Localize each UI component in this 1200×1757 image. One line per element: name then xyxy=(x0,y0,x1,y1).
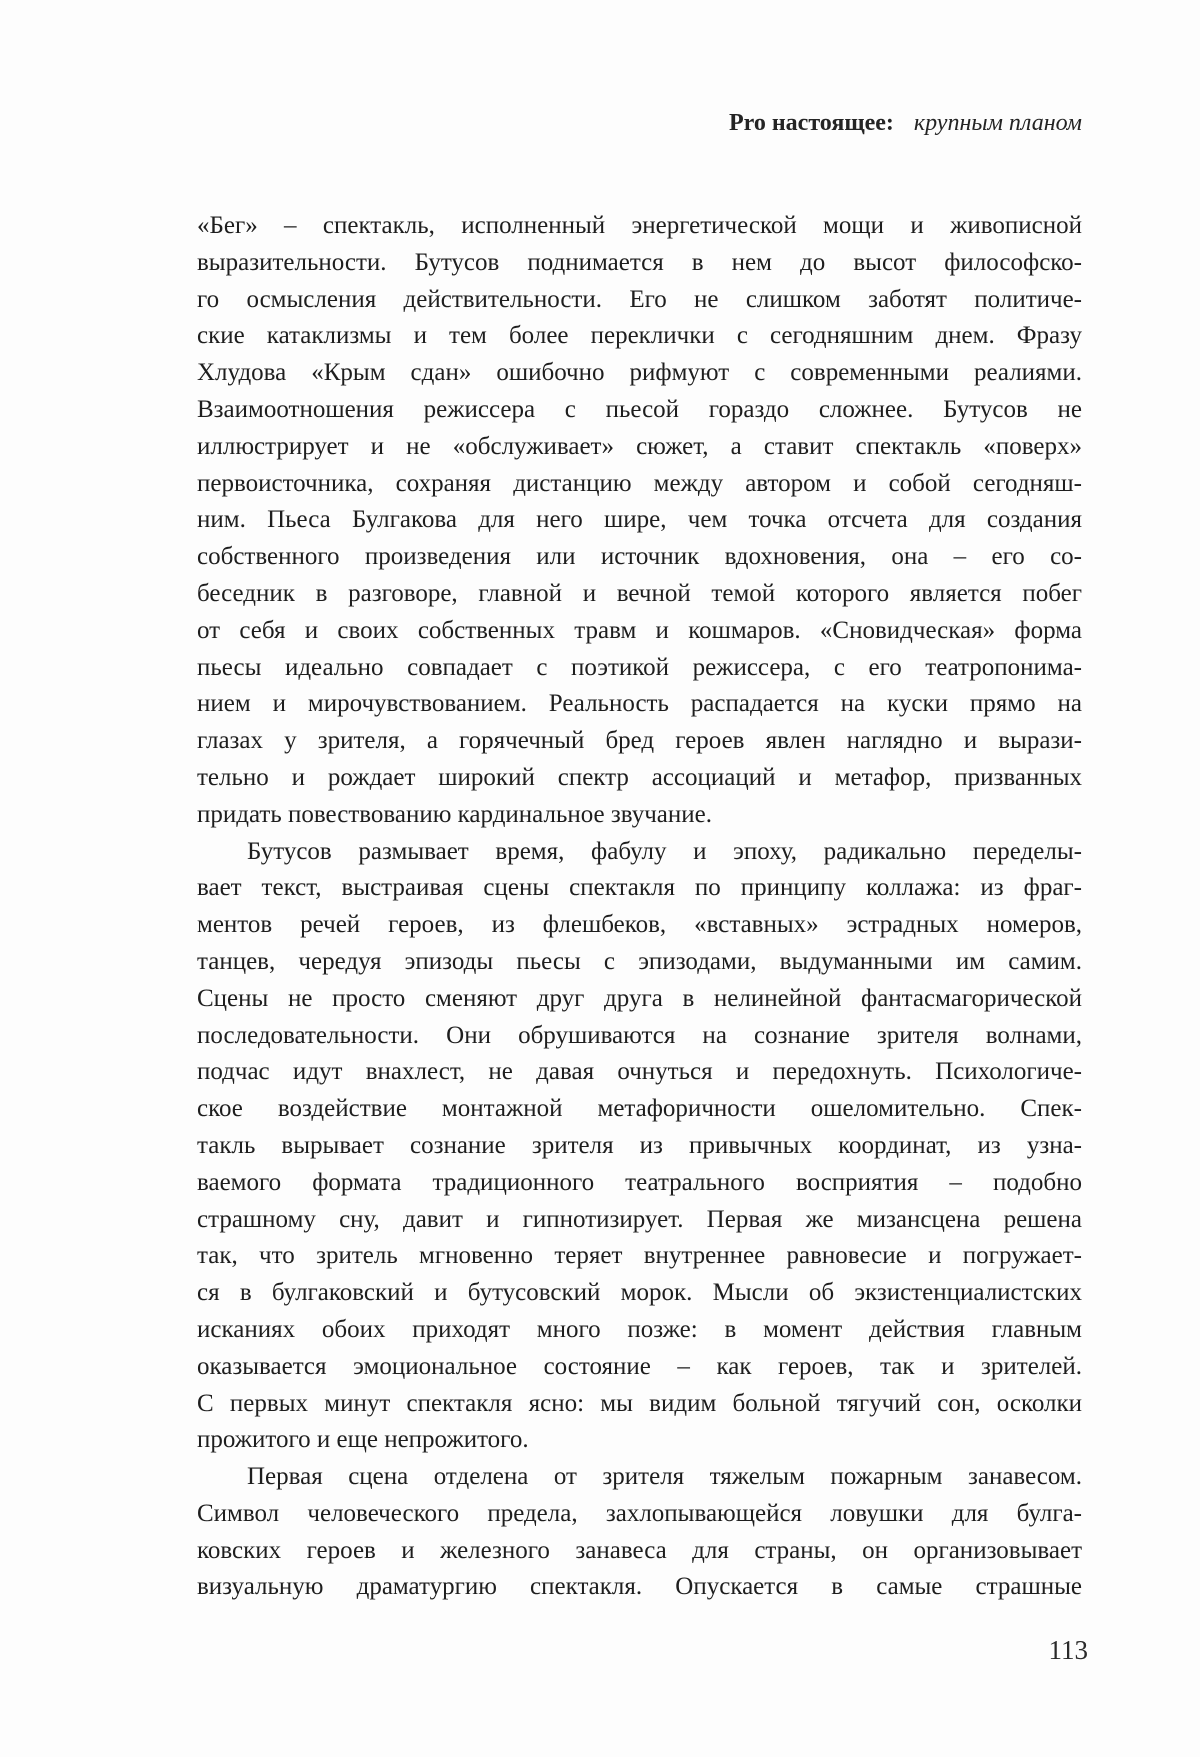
text-line: нием и мирочувствованием. Реальность распадается на куски прямо на xyxy=(197,690,1082,718)
text-line: Хлудова «Крым сдан» ошибочно рифмуют с современными реалиями. xyxy=(197,359,1082,387)
text-line: оказывается эмоциональное состояние – как героев, так и зрителей. xyxy=(197,1352,1082,1380)
text-line: Сцены не просто сменяют друг друга в нелинейной фантасмагорической xyxy=(197,984,1082,1012)
text-line: Взаимоотношения режиссера с пьесой гораздо сложнее. Бутусов не xyxy=(197,395,1082,423)
text-line: выразительности. Бутусов поднимается в нем до высот философско- xyxy=(197,248,1082,276)
text-line: последовательности. Они обрушиваются на сознание зрителя волнами, xyxy=(197,1021,1082,1049)
text-line: первоисточника, сохраняя дистанцию между автором и собой сегодняш- xyxy=(197,469,1082,497)
running-head-section-title: крупным планом xyxy=(913,110,1082,136)
text-line: исканиях обоих приходят много позже: в момент действия главным xyxy=(197,1315,1082,1343)
text-line: Бутусов размывает время, фабулу и эпоху, радикально переделы- xyxy=(247,837,1082,865)
text-line: тельно и рождает широкий спектр ассоциаций и метафор, призванных xyxy=(197,763,1082,791)
text-line: прожитого и еще непрожитого. xyxy=(197,1426,529,1454)
text-line: вает текст, выстраивая сцены спектакля по принципу коллажа: из фраг- xyxy=(197,874,1082,902)
text-line: ваемого формата традиционного театрального восприятия – подобно xyxy=(197,1168,1082,1196)
text-line: иллюстрирует и не «обслуживает» сюжет, а ставит спектакль «поверх» xyxy=(197,432,1082,460)
text-line: пьесы идеально совпадает с поэтикой режиссера, с его театропонима- xyxy=(197,653,1082,681)
text-line: танцев, чередуя эпизоды пьесы с эпизодами, выдуманными им самим. xyxy=(197,947,1082,975)
text-line: го осмысления действительности. Его не слишком заботят политиче- xyxy=(197,285,1082,313)
text-line: ковских героев и железного занавеса для страны, он организовывает xyxy=(197,1536,1082,1564)
text-line: «Бег» – спектакль, исполненный энергетической мощи и живописной xyxy=(197,212,1082,239)
text-line: ся в булгаковский и бутусовский морок. Мысли об экзистенциалистских xyxy=(197,1279,1082,1307)
text-line: ские катаклизмы и тем более переклички с сегодняшним днем. Фразу xyxy=(197,322,1082,350)
text-line: собственного произведения или источник вдохновения, она – его со- xyxy=(197,543,1082,571)
text-line: страшному сну, давит и гипнотизирует. Первая же мизансцена решена xyxy=(197,1205,1082,1233)
text-line: глазах у зрителя, а горячечный бред героев явлен наглядно и вырази- xyxy=(197,727,1082,755)
text-line: ментов речей героев, из флешбеков, «вставных» эстрадных номеров, xyxy=(197,911,1082,939)
running-head-series-title: Pro настоящее: xyxy=(728,110,894,136)
text-line: ское воздействие монтажной метафоричности ошеломительно. Спек- xyxy=(197,1095,1082,1123)
text-line: такль вырывает сознание зрителя из привычных координат, из узна- xyxy=(197,1131,1082,1159)
text-line: придать повествованию кардинальное звучание. xyxy=(197,800,713,828)
running-head xyxy=(729,108,1082,138)
text-line: Символ человеческого предела, захлопывающейся ловушки для булга- xyxy=(197,1499,1082,1527)
text-line: беседник в разговоре, главной и вечной темой которого является побег xyxy=(197,579,1082,607)
text-line: от себя и своих собственных травм и кошмаров. «Сновидческая» форма xyxy=(197,616,1082,644)
text-line: так, что зритель мгновенно теряет внутреннее равновесие и погружает- xyxy=(197,1242,1082,1270)
body-text xyxy=(197,208,1082,1606)
text-line: С первых минут спектакля ясно: мы видим больной тягучий сон, осколки xyxy=(197,1389,1082,1417)
page-number: 113 xyxy=(1048,1635,1088,1665)
text-line: Первая сцена отделена от зрителя тяжелым пожарным занавесом. xyxy=(247,1463,1082,1491)
text-line: ним. Пьеса Булгакова для него шире, чем точка отсчета для создания xyxy=(197,506,1082,534)
text-line: подчас идут внахлест, не давая очнуться и передохнуть. Психологиче- xyxy=(197,1058,1082,1086)
text-line: визуальную драматургию спектакля. Опускается в самые страшные xyxy=(197,1573,1082,1601)
